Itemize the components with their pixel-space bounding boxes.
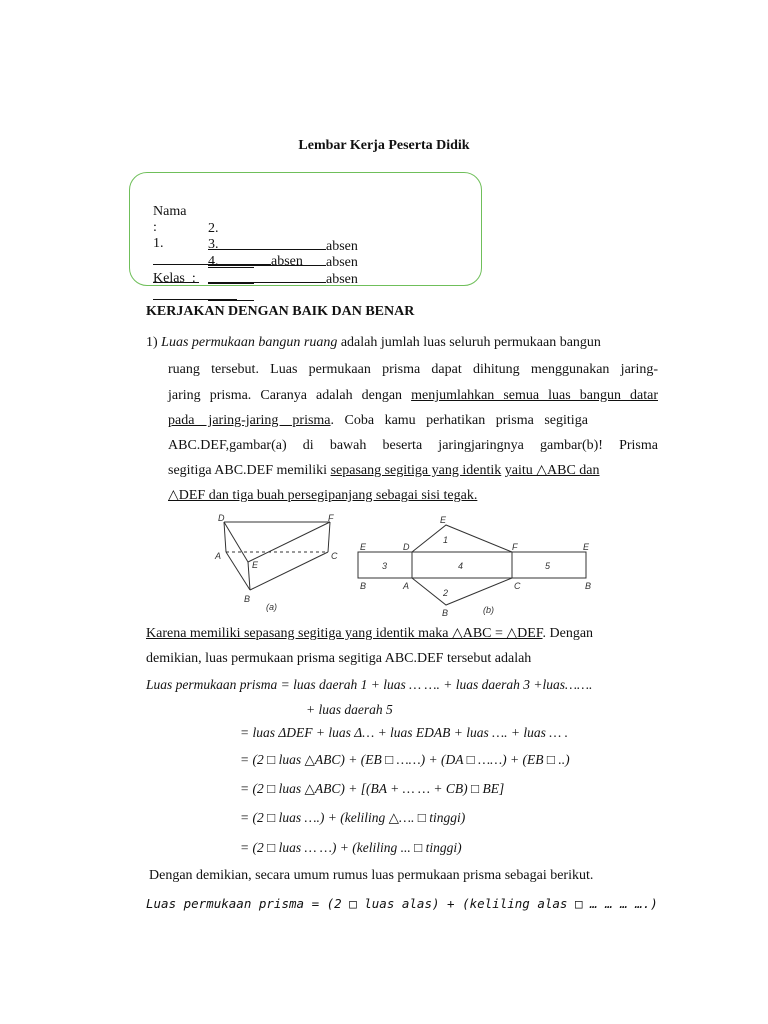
q1-term: Luas permukaan bangun ruang xyxy=(161,335,338,350)
label-b-C: C xyxy=(514,581,521,591)
page-title: Lembar Kerja Peserta Didik xyxy=(298,138,470,153)
label-a-E: E xyxy=(252,560,259,570)
label-b-E-right: E xyxy=(583,542,590,552)
formula-line-3: = luas ΔDEF + luas Δ… + luas EDAB + luas …. + luas … . xyxy=(240,725,569,740)
prism-drawing-a xyxy=(224,522,330,590)
formula-line-1: Luas permukaan prisma = luas daerah 1 + luas … …. + luas daerah 3 +luas……. xyxy=(146,677,593,692)
colon: : xyxy=(153,220,157,235)
number-1: 1. xyxy=(153,236,164,251)
formula-line-4: = (2 □ luas △ABC) + (EB □ ……) + (DA □ ……) + (EB □ ..) xyxy=(240,752,570,767)
q1-underlined: △DEF dan tiga buah persegipanjang sebagai sisi tegak. xyxy=(168,488,478,503)
q1-underlined: menjumlahkan semua luas bangun datar xyxy=(411,388,658,403)
q1-line-7 xyxy=(168,488,477,504)
label-a-F: F xyxy=(328,513,334,523)
q1-line-1 xyxy=(146,335,658,351)
formula-line-2: + luas daerah 5 xyxy=(306,702,393,717)
label-b-A: A xyxy=(403,581,410,591)
q1-line-3 xyxy=(168,388,658,404)
q1-text: segitiga ABC.DEF memiliki xyxy=(168,463,331,478)
instruction-heading: KERJAKAN DENGAN BAIK DAN BENAR xyxy=(146,304,415,319)
nama-label: Nama xyxy=(153,204,187,219)
face-5: 5 xyxy=(545,561,551,571)
number-3: 3. xyxy=(208,237,219,252)
general-formula: Luas permukaan prisma = (2 □ luas alas) + (keliling alas □ … … … ….) xyxy=(146,896,658,911)
formula-line-5: = (2 □ luas △ABC) + [(BA + … … + CB) □ BE] xyxy=(240,781,505,796)
colon: : xyxy=(191,271,196,286)
face-3: 3 xyxy=(382,561,388,571)
absen-label: absen xyxy=(271,254,303,269)
face-1: 1 xyxy=(443,535,449,545)
q1-underlined: pada jaring-jaring prisma xyxy=(168,413,331,428)
q1-text: jaring prisma. Caranya adalah dengan xyxy=(168,388,412,403)
prism-net-b xyxy=(358,525,586,605)
face-2: 2 xyxy=(443,588,449,598)
q1-underlined: sepasang segitiga yang identik xyxy=(330,463,502,478)
conclusion-line-2: demikian, luas permukaan prisma segitiga ABC.DEF tersebut adalah xyxy=(146,651,532,666)
underlined-statement: Karena memiliki sepasang segitiga yang identik maka △ABC = △DEF xyxy=(146,626,543,641)
q1-number: 1) xyxy=(146,335,158,350)
label-b-E-left: E xyxy=(360,542,367,552)
absen-label: absen xyxy=(326,239,358,254)
label-a-A: A xyxy=(215,551,222,561)
conclusion-line-1 xyxy=(146,626,593,642)
q1-underlined: yaitu △ABC dan xyxy=(504,463,600,478)
absen-label: absen xyxy=(326,272,358,287)
statement-text: . Dengan xyxy=(542,626,594,641)
label-b-B-right: B xyxy=(585,581,592,591)
number-2: 2. xyxy=(208,221,219,236)
caption-b: (b) xyxy=(483,605,494,615)
q1-line-4 xyxy=(168,413,658,429)
label-b-B-left: B xyxy=(360,581,367,591)
q1-text: . Coba kamu perhatikan prisma segitiga xyxy=(330,413,588,428)
q1-line-5: ABC.DEF,gambar(a) di bawah beserta jaringjaringnya gambar(b)! Prisma xyxy=(168,438,658,453)
label-b-E-top: E xyxy=(440,515,447,525)
label-b-F: F xyxy=(512,542,518,552)
q1-line-2: ruang tersebut. Luas permukaan prisma dapat dihitung menggunakan jaring- xyxy=(168,362,658,377)
q1-text: adalah jumlah luas seluruh permukaan bangun xyxy=(337,335,601,350)
face-4: 4 xyxy=(458,561,464,571)
label-b-D: D xyxy=(403,542,410,552)
label-b-B-bottom: B xyxy=(442,608,449,618)
label-a-B: B xyxy=(244,594,251,604)
label-a-D: D xyxy=(218,513,225,523)
kelas-label: Kelas xyxy=(153,271,185,286)
q1-line-6 xyxy=(168,463,658,479)
general-formula-intro: Dengan demikian, secara umum rumus luas permukaan prisma sebagai berikut. xyxy=(149,868,594,883)
kelas-row xyxy=(146,255,237,305)
label-a-C: C xyxy=(331,551,338,561)
prism-figure xyxy=(200,510,620,620)
caption-a: (a) xyxy=(266,602,277,612)
absen-label: absen xyxy=(326,255,358,270)
formula-line-7: = (2 □ luas … …) + (keliling ... □ tinggi) xyxy=(240,840,462,855)
number-4: 4. xyxy=(208,254,219,269)
kelas-field[interactable] xyxy=(153,287,237,300)
formula-line-6: = (2 □ luas ….) + (keliling △…. □ tinggi) xyxy=(240,810,466,825)
